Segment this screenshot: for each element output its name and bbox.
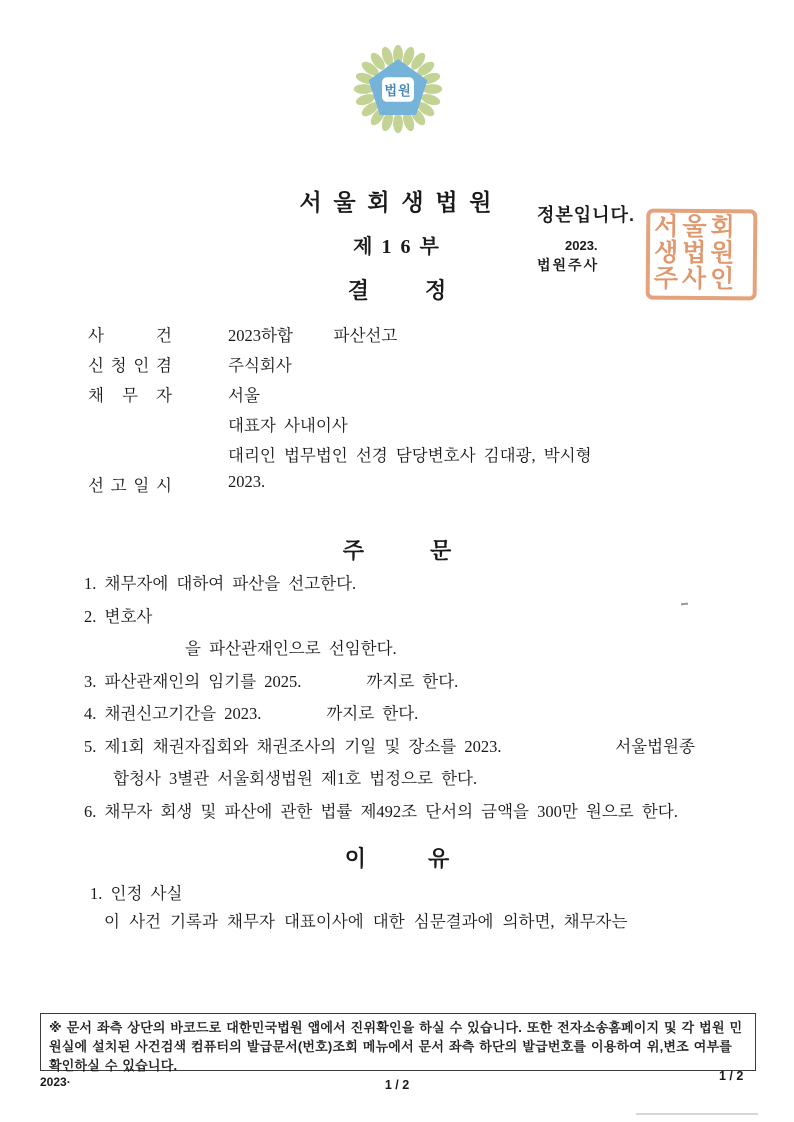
reason-heading-char-2: 유 (428, 846, 450, 871)
order-heading-char-2: 문 (430, 538, 452, 563)
case-info-table (88, 322, 592, 502)
verification-notice-box: ※ 문서 좌측 상단의 바코드로 대한민국법원 앱에서 진위확인을 하실 수 있습니다. 또한 전자소송홈페이지 및 각 법원 민원실에 설치된 사건검색 컴퓨터의 발급문서(번호)조회 메뉴에서 문서 좌측 하단의 발급번호를 이용하여 위,변조 여부를 확인하실 수 있습니다. (40, 1013, 756, 1071)
case-row-ruling-date (88, 472, 592, 502)
case-value: 서울 (228, 386, 260, 405)
order-item-6: 6. 채무자 회생 및 파산에 관한 법률 제492조 단서의 금액을 300만 원으로 한다. (84, 801, 678, 821)
case-row-case-number (88, 322, 592, 352)
case-row-applicant (88, 352, 592, 382)
division-number: 제 1 6 부 (353, 236, 441, 258)
reason-heading-char-1: 이 (344, 846, 366, 871)
issue-number: 2023· (40, 1075, 71, 1089)
order-item-1: 1. 채무자에 대하여 파산을 선고한다. (84, 574, 357, 593)
case-row-debtor (88, 382, 592, 412)
order-heading-char-1: 주 (342, 538, 364, 563)
case-value: 대리인 법무법인 선경 담당변호사 김대광, 박시형 (228, 446, 592, 465)
order-item-5: 5. 제1회 채권자집회와 채권조사의 기일 및 장소를 2023. 서울법원종 (84, 736, 695, 756)
certification-block (537, 201, 657, 275)
case-value: 주식회사 (228, 356, 292, 375)
case-value: 대표자 사내이사 (228, 416, 348, 435)
order-item-2-continuation: 을 파산관재인으로 선임한다. (185, 639, 397, 658)
order-item-4: 4. 채권신고기간을 2023. 까지로 한다. (84, 704, 419, 723)
case-row-representative (88, 412, 592, 442)
scan-artifact-smudge (636, 1113, 758, 1115)
court-name: 서 울 회 생 법 원 (299, 190, 495, 215)
reason-paragraph: 이 사건 기록과 채무자 대표이사에 대한 심문결과에 의하면, 채무자는 (104, 912, 628, 931)
case-label: 신 청 인 겸 (88, 356, 172, 375)
certification-clerk-title: 법원주사 (537, 257, 600, 273)
order-items-list (84, 568, 732, 828)
reason-section-heading (0, 842, 794, 873)
order-section-heading (0, 534, 794, 565)
emblem-label: 법원 (384, 83, 412, 99)
order-item-2: 2. 변호사 (84, 606, 153, 626)
case-row-attorney (88, 442, 592, 472)
case-value: 2023. (228, 472, 266, 491)
reason-item-1: 1. 인정 사실 (90, 884, 183, 903)
order-item-5-continuation: 합청사 3별관 서울회생법원 제1호 법정으로 한다. (113, 769, 478, 788)
court-clerk-seal: 서울회생법원주사인 (646, 209, 758, 301)
page-number-center: 1 / 2 (384, 1078, 410, 1092)
case-label: 선 고 일 시 (88, 476, 172, 495)
case-label: 채 무 자 (88, 386, 172, 405)
doc-type-char-2: 정 (425, 278, 447, 303)
certification-date: 2023. (565, 238, 598, 253)
case-label: 사 건 (88, 326, 172, 345)
court-emblem-icon (351, 42, 445, 136)
case-value: 2023하합 파산선고 (228, 326, 398, 345)
certification-text: 정본입니다. (537, 205, 635, 225)
page-number-right: 1 / 2 (719, 1069, 744, 1083)
order-item-3: 3. 파산관재인의 임기를 2025. 까지로 한다. (84, 671, 459, 691)
doc-type-char-1: 결 (347, 278, 369, 303)
